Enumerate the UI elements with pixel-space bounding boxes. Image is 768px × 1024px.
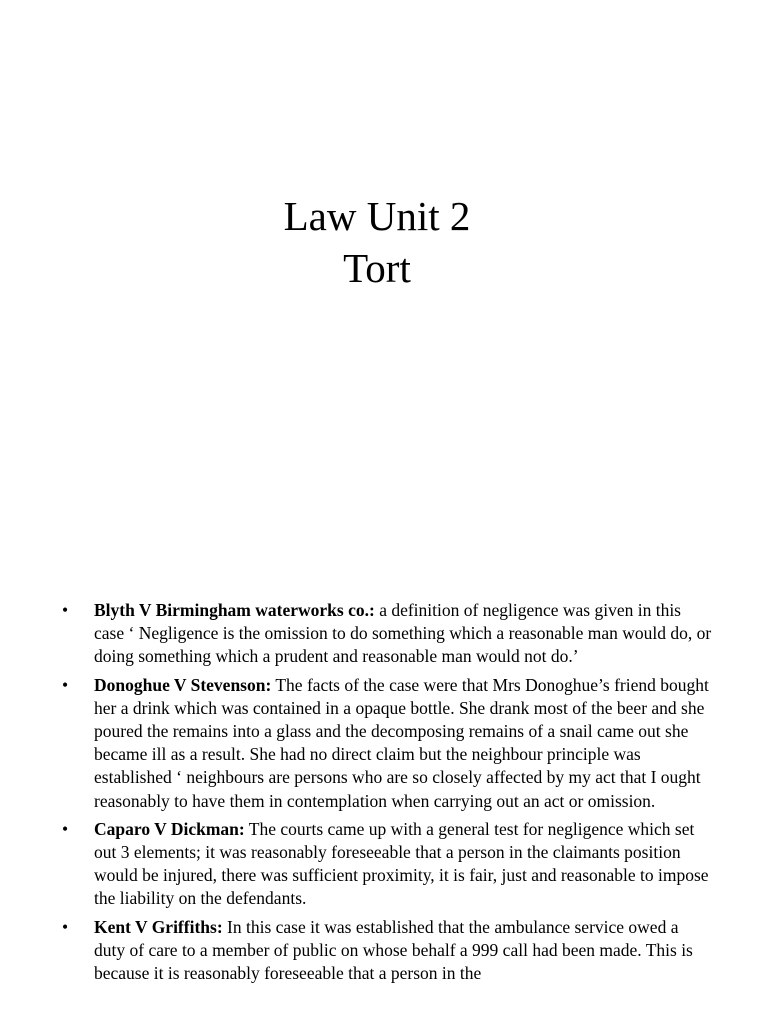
bullet-icon: •	[62, 916, 69, 937]
case-list	[62, 599, 712, 990]
case-description: The facts of the case were that Mrs Donoghue’s friend bought her a drink which was contained in a opaque bottle. She drank most of the beer and she poured the remains into a glass and the decomposing remains of a snail came out she became ill as a result. She had no direct claim but the neighbour principle was established ‘ neighbours are persons who are so closely affected by my act that I ought reasonably to have them in contemplation when carrying out an act or omission.	[94, 674, 709, 811]
case-description: The courts came up with a general test for negligence which set out 3 elements; it was reasonably foreseeable that a person in the claimants position would be injured, there was sufficient proximity, it is fair, just and reasonable to impose the liability on the defendants.	[94, 818, 709, 909]
bullet-icon: •	[62, 600, 69, 620]
slide-title	[0, 190, 754, 294]
bullet-icon: •	[62, 674, 69, 695]
case-description: In this case it was established that the ambulance service owed a duty of care to a member of public on whose behalf a 999 call had been made. This is because it is reasonably foreseeable that a person in the	[94, 916, 693, 984]
title-line-2: Tort	[343, 245, 411, 291]
case-name: Donoghue V Stevenson:	[94, 674, 272, 695]
list-item	[62, 916, 712, 986]
list-item	[62, 818, 712, 911]
case-name: Caparo V Dickman:	[94, 818, 245, 839]
case-description: a definition of negligence was given in this case ‘ Negligence is the omission to do something which a reasonable man would do, or doing something which a prudent and reasonable man would not do.’	[94, 600, 712, 667]
case-name: Blyth V Birmingham waterworks co.:	[94, 600, 375, 620]
case-name: Kent V Griffiths:	[94, 916, 223, 937]
bullet-icon: •	[62, 818, 69, 839]
title-line-1: Law Unit 2	[283, 193, 471, 239]
list-item	[62, 674, 712, 813]
list-item	[62, 599, 712, 669]
